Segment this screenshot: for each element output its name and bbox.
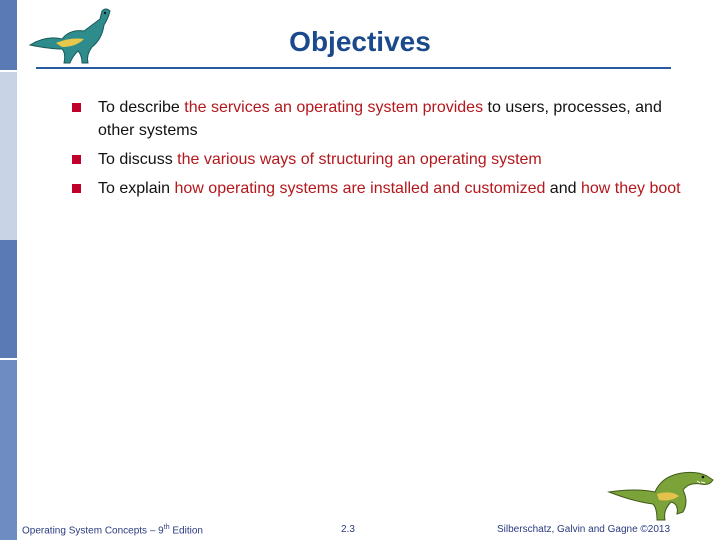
list-item bbox=[72, 148, 697, 171]
footer-book-title bbox=[22, 524, 203, 536]
page-title: Objectives bbox=[289, 26, 431, 57]
bullet-text: To describe bbox=[98, 99, 185, 116]
bullet-text: to users, processes, and other systems bbox=[98, 99, 662, 139]
footer-edition-sup: th bbox=[163, 524, 170, 531]
square-bullet-icon bbox=[72, 184, 81, 193]
title-underline bbox=[36, 67, 671, 69]
sidebar-band bbox=[0, 240, 17, 358]
square-bullet-icon bbox=[72, 155, 81, 164]
list-item bbox=[72, 96, 697, 142]
left-sidebar-stripe bbox=[0, 0, 17, 540]
footer-copyright: Silberschatz, Galvin and Gagne ©2013 bbox=[497, 524, 671, 535]
highlighted-text: how operating systems are installed and customized bbox=[174, 180, 546, 197]
highlighted-text: the services an operating system provides bbox=[184, 99, 484, 116]
footer-book-text: Operating System Concepts – 9 bbox=[22, 525, 164, 537]
highlighted-text: the various ways of structuring an operating system bbox=[177, 151, 542, 168]
dinosaur-logo-icon bbox=[26, 5, 138, 67]
bullet-text: To discuss bbox=[98, 151, 178, 168]
list-item bbox=[72, 177, 697, 200]
sidebar-band bbox=[0, 360, 17, 540]
highlighted-text: how they boot bbox=[580, 180, 681, 197]
sidebar-divider bbox=[0, 70, 17, 72]
sidebar-band bbox=[0, 0, 17, 70]
square-bullet-icon bbox=[72, 103, 81, 112]
dinosaur-mascot-icon bbox=[605, 462, 717, 524]
bullet-text: and bbox=[545, 180, 581, 197]
objectives-list bbox=[72, 96, 697, 206]
footer-book-text-end: Edition bbox=[169, 525, 203, 537]
page-number: 2.3 bbox=[341, 524, 355, 535]
bullet-text: To explain bbox=[98, 180, 175, 197]
